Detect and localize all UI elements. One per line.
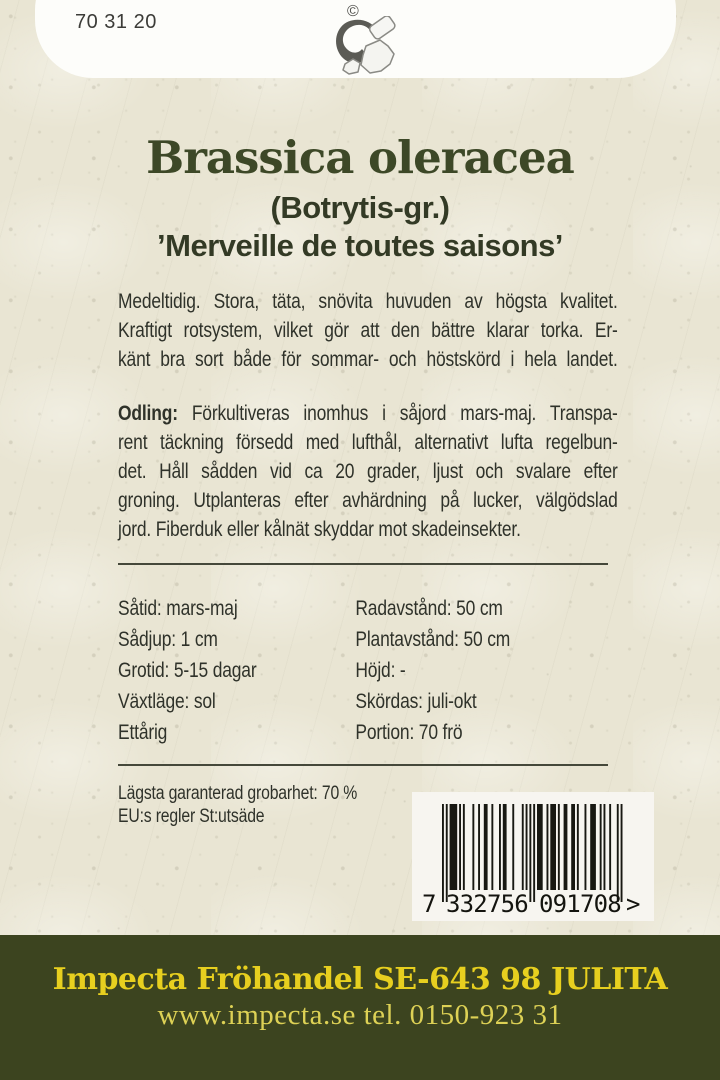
germination-guarantee: Lägsta garanterad grobarhet: 70 % xyxy=(118,783,358,804)
cultivation-line: groning. Utplanteras efter avhärdning på lucker, välgödslad xyxy=(118,489,618,512)
description-line: Kraftigt rotsystem, vilket gör att den bättre klarar torka. Er- xyxy=(118,319,618,342)
spec-sowing-depth: Sådjup: 1 cm xyxy=(118,628,218,651)
spec-column-right xyxy=(355,593,510,748)
spec-annual: Ettårig xyxy=(118,721,168,744)
cultivation-paragraph xyxy=(118,399,618,544)
fine-print xyxy=(118,782,357,828)
cultivation-line: det. Håll sådden vid ca 20 grader, ljust och svalare efter xyxy=(118,460,618,483)
cultivation-label: Odling: xyxy=(118,402,178,425)
variety-name: ’Merveille de toutes saisons’ xyxy=(157,228,563,263)
item-number: 70 31 20 xyxy=(75,11,157,33)
barcode-digits-left: 332756 xyxy=(446,890,528,918)
cultivation-line: rent täckning försedd med lufthål, alternativt lufta regelbun- xyxy=(118,431,618,454)
footer-band xyxy=(0,935,720,1080)
description-line: känt bra sort både för sommar- och höstskörd i hela landet. xyxy=(118,348,618,371)
printer-mark-logo xyxy=(330,16,402,78)
species-title: Brassica oleracea xyxy=(146,131,574,184)
divider-top xyxy=(118,563,608,565)
barcode-digit-lead: 7 xyxy=(422,890,437,918)
barcode-digits-right: 091708 xyxy=(539,890,621,918)
spec-harvest: Skördas: juli-okt xyxy=(355,690,477,713)
group-subtitle: (Botrytis-gr.) xyxy=(270,190,450,225)
spec-sowing-time: Såtid: mars-maj xyxy=(118,597,238,620)
spec-germination: Grotid: 5-15 dagar xyxy=(118,659,257,682)
spec-plant-spacing: Plantavstånd: 50 cm xyxy=(355,628,511,651)
cultivation-line: jord. Fiberduk eller kålnät skyddar mot skadeinsekter. xyxy=(118,518,521,541)
spec-portion: Portion: 70 frö xyxy=(355,721,463,744)
divider-bottom xyxy=(118,764,608,766)
cultivation-line: Odling: Förkultiveras inomhus i såjord mars-maj. Transpa- xyxy=(118,402,618,425)
footer-company-address: Impecta Fröhandel SE-643 98 JULITA xyxy=(52,962,668,997)
footer-web-phone: www.impecta.se tel. 0150-923 31 xyxy=(157,999,563,1031)
description-paragraph xyxy=(118,287,618,374)
ean13-barcode xyxy=(412,792,654,921)
spec-height: Höjd: - xyxy=(355,659,406,682)
spec-site: Växtläge: sol xyxy=(118,690,216,713)
spec-column-left xyxy=(118,593,256,748)
eu-seed-rules: EU:s regler St:utsäde xyxy=(118,806,265,827)
description-line: Medeltidig. Stora, täta, snövita huvuden av högsta kvalitet. xyxy=(118,290,618,313)
barcode-tail-arrow: > xyxy=(626,890,641,918)
spec-row-spacing: Radavstånd: 50 cm xyxy=(355,597,503,620)
spec-table xyxy=(118,593,618,753)
copyright-symbol: © xyxy=(347,3,359,20)
